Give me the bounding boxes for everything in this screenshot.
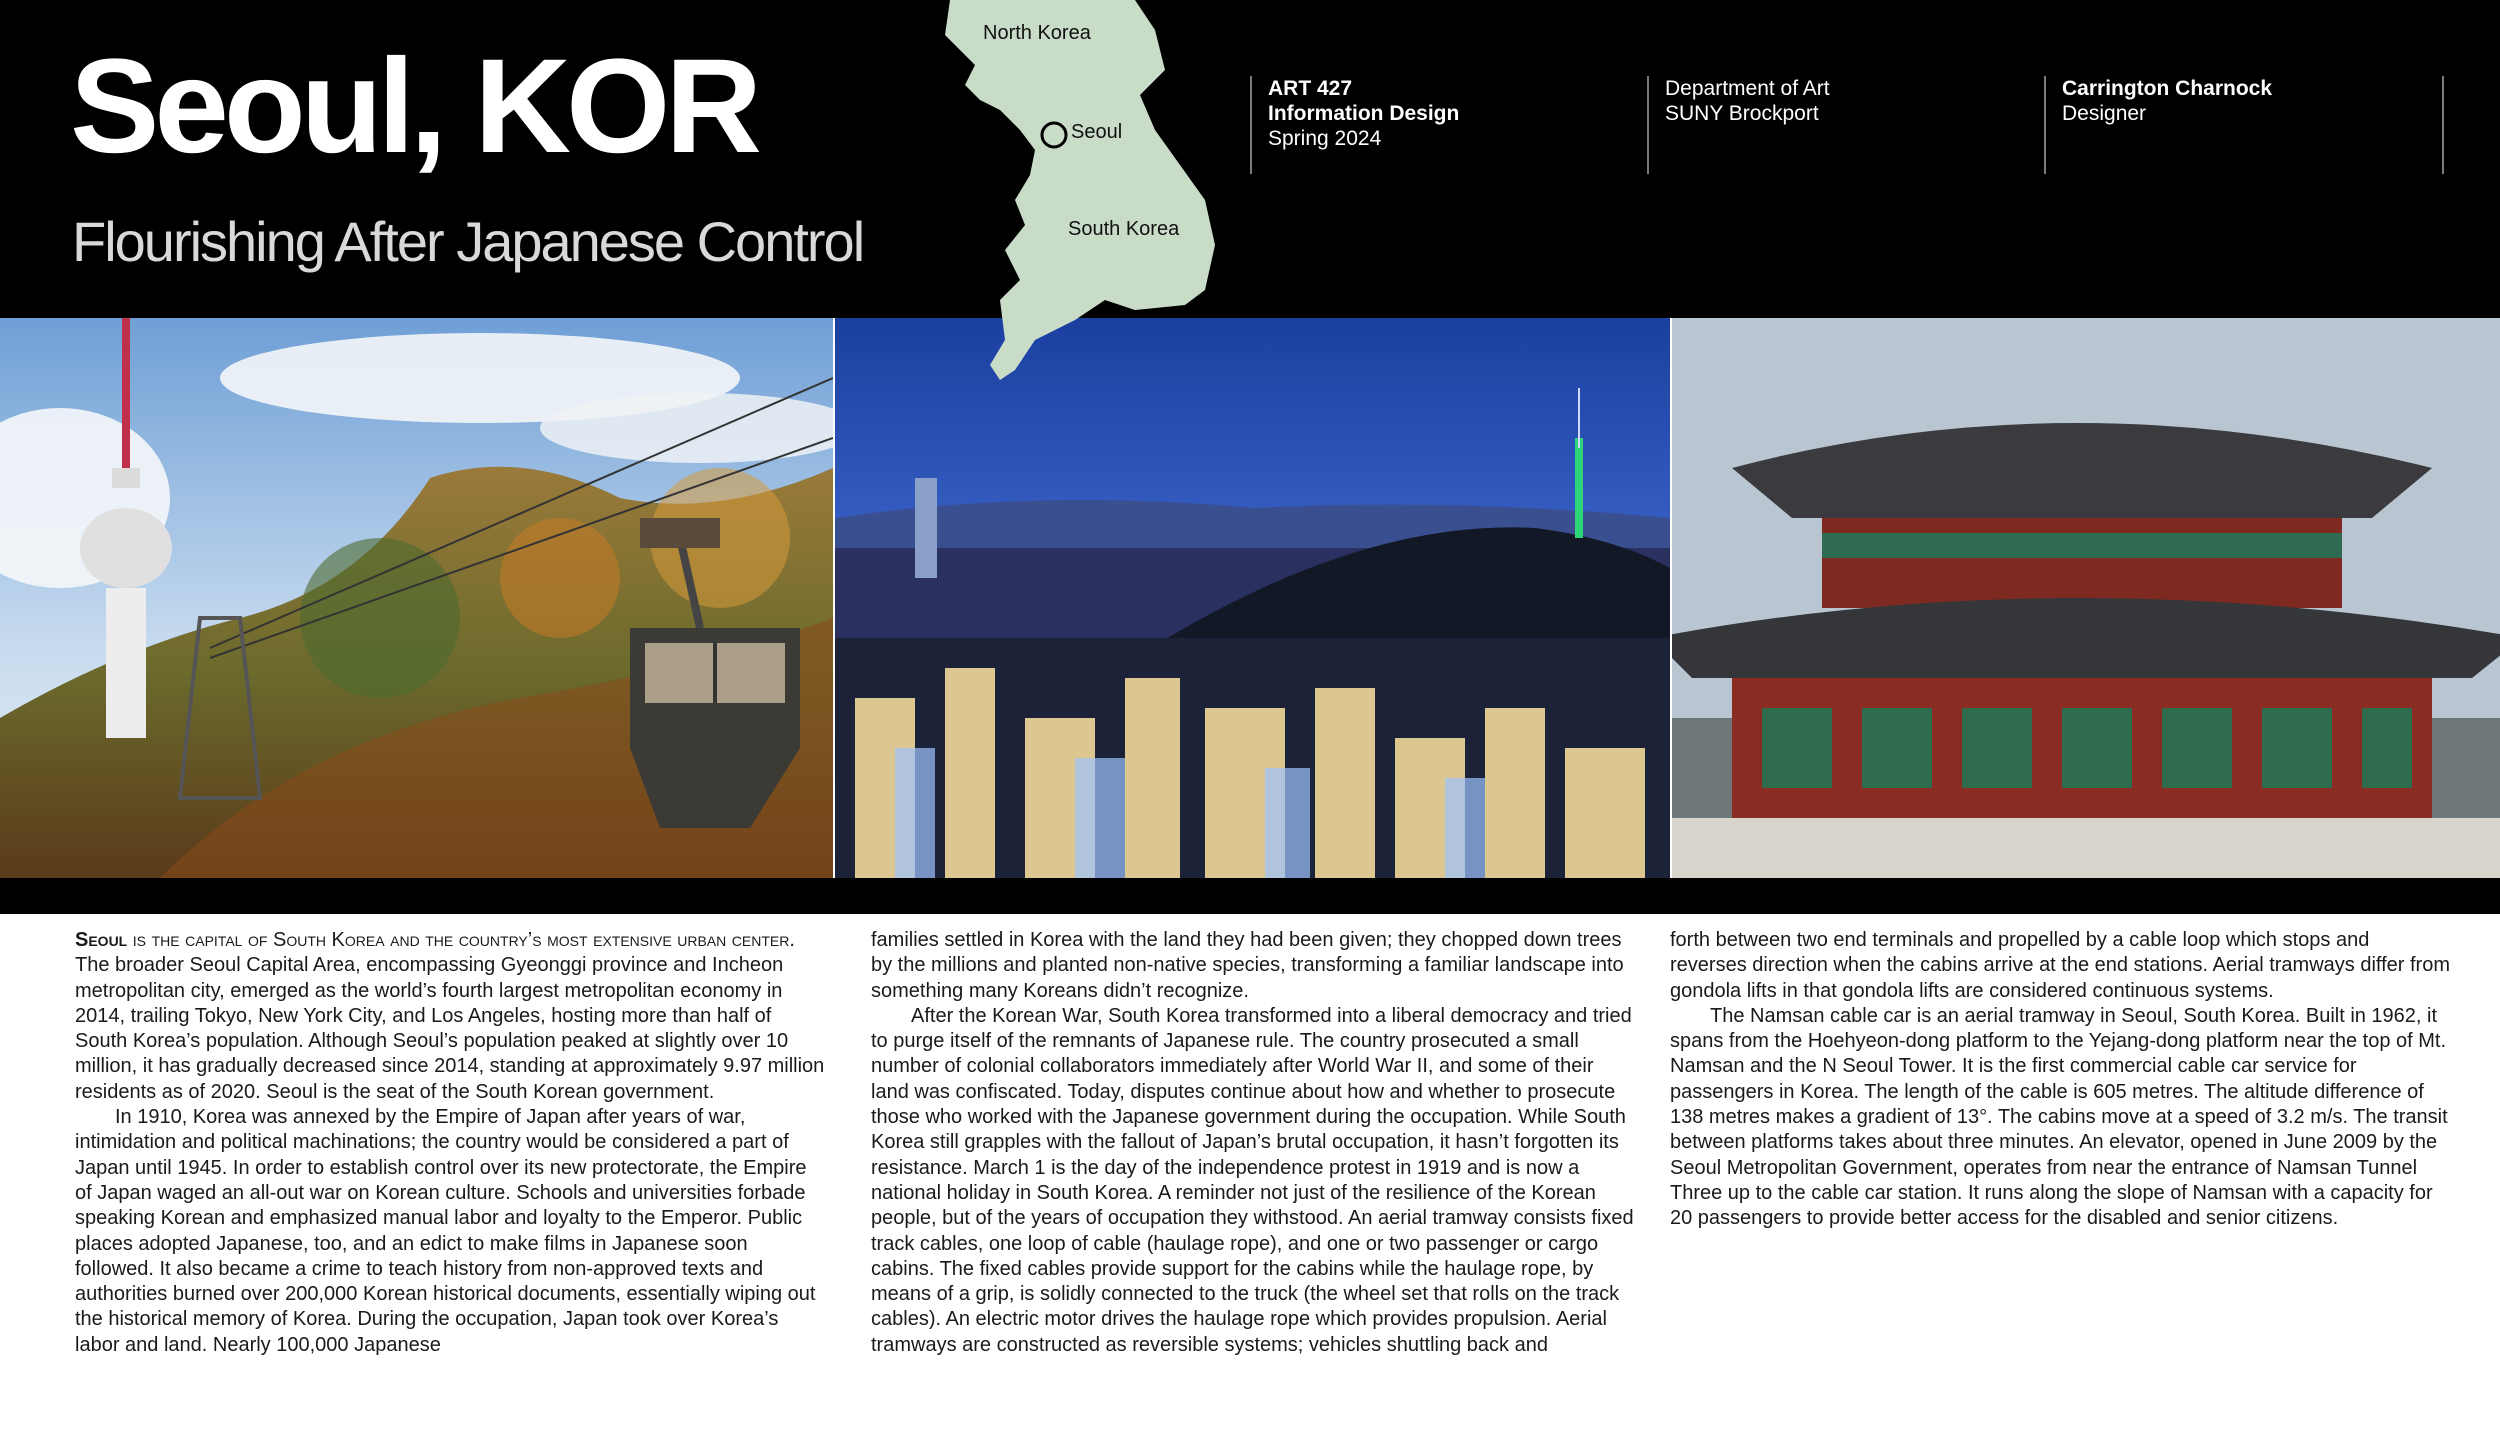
seoul-label: Seoul	[1071, 121, 1123, 143]
department-info	[1649, 76, 2029, 174]
photo-strip-divider	[0, 878, 2500, 914]
north-korea-label: North Korea	[983, 22, 1091, 44]
institution-name: SUNY Brockport	[1665, 102, 1819, 125]
page-subtitle: Flourishing After Japanese Control	[72, 210, 864, 273]
intro-paragraph	[75, 928, 825, 1105]
namsan-cable-car-photo	[0, 318, 833, 878]
page-title: Seoul, KOR	[70, 32, 758, 181]
seoul-night-photo	[835, 318, 1670, 878]
body-column-1	[75, 928, 825, 1358]
paragraph: The Namsan cable car is an aerial tramway in Seoul, South Korea. Built in 1962, it spans from the Hoehyeon-dong platform to the Yejang-dong platform near the top of Mt. Namsan and the N Seoul Tower. It is the first commercial cable car service for passengers in Korea. The length of the cable is 605 metres. The altitude difference of 138 metres makes a gradient of 13°. The cabins move at a speed of 3.2 m/s. The transit between platforms takes about three minutes. An elevator, opened in June 2009 by the Seoul Metropolitan Government, operates from near the entrance of Namsan Tunnel Three up to the cable car station. It runs along the slope of Namsan with a capacity for 20 passengers to provide better access for the disabled and senior citizens.	[1670, 1004, 2448, 1230]
body-column-3	[1670, 928, 2450, 1232]
paragraph: families settled in Korea with the land they had been given; they chopped down trees by the millions and planted non-native species, transforming a familiar landscape into something many Koreans didn’t recognize.	[871, 929, 1624, 1002]
south-korea-label: South Korea	[1068, 218, 1180, 240]
photo-strip	[0, 318, 2500, 878]
paragraph: In 1910, Korea was annexed by the Empire of Japan after years of war, intimidation and political machinations; the country would be considered a part of Japan until 1945. In order to establish control over its new protectorate, the Empire of Japan waged an all-out war on Korean culture. Schools and universities forbade speaking Korean and emphasized manual labor and loyalty to the Emperor. Public places adopted Japanese, too, and an edict to make films in Japanese soon followed. It also became a crime to teach history from non-approved texts and authorities burned over 200,000 Korean historical documents, essentially wiping out the historical memory of Korea. During the occupation, Japan took over Korea’s labor and land. Nearly 100,000 Japanese	[75, 1106, 816, 1356]
korea-map	[905, 0, 1235, 385]
course-code: ART 427	[1268, 77, 1353, 100]
lead-word: Seoul	[75, 929, 128, 951]
course-name: Information Design	[1268, 102, 1460, 125]
info-divider	[2442, 76, 2444, 174]
course-term: Spring 2024	[1268, 127, 1382, 150]
course-info	[1252, 76, 1632, 174]
lead-sentence: is the capital of South Korea and the country’s most extensive urban center.	[127, 929, 795, 951]
paragraph-text: The broader Seoul Capital Area, encompassing Gyeonggi province and Incheon metropolitan city, emerged as the world’s fourth largest metropolitan economy in 2014, trailing Tokyo, New York City, and Los Angeles, hosting more than half of South Korea’s population. Although Seoul’s population peaked at slightly over 10 million, it has gradually decreased since 2014, standing at approximately 9.97 million residents as of 2020. Seoul is the seat of the South Korean government.	[75, 954, 825, 1103]
designer-name: Carrington Charnock	[2062, 77, 2273, 100]
paragraph: After the Korean War, South Korea transformed into a liberal democracy and tried to purge itself of the remnants of Japanese rule. The country prosecuted a small number of colonial collaborators immediately after World War II, and some of their land was confiscated. Today, disputes continue about how and whether to prosecute those who worked with the Japanese government during the occupation. While South Korea still grapples with the fallout of Japan’s brutal occupation, it hasn’t forgotten its resistance. March 1 is the day of the independence protest in 1919 and is now a national holiday in South Korea. A reminder not just of the resilience of the Korean people, but of the years of occupation they withstood. An aerial tramway consists fixed track cables, one loop of cable (haulage rope), and one or two passenger or cargo cabins. The fixed cables provide support for the cabins while the haulage rope, by means of a grip, is solidly connected to the truck (the wheel set that rolls on the track cables). An electric motor drives the haulage rope which provides propulsion. Aerial tramways are constructed as reversible systems; vehicles shuttling back and	[871, 1004, 1634, 1356]
palace-photo	[1672, 318, 2500, 878]
paragraph: forth between two end terminals and propelled by a cable loop which stops and reverses direction when the cabins arrive at the end stations. Aerial tramways differ from gondola lifts in that gondola lifts are considered continuous systems.	[1670, 929, 2450, 1002]
designer-role: Designer	[2062, 102, 2147, 125]
korea-peninsula-shape	[905, 0, 1235, 385]
designer-info	[2046, 76, 2426, 174]
body-column-2	[871, 928, 1636, 1358]
header-band	[0, 0, 2500, 318]
department-name: Department of Art	[1665, 77, 1830, 100]
